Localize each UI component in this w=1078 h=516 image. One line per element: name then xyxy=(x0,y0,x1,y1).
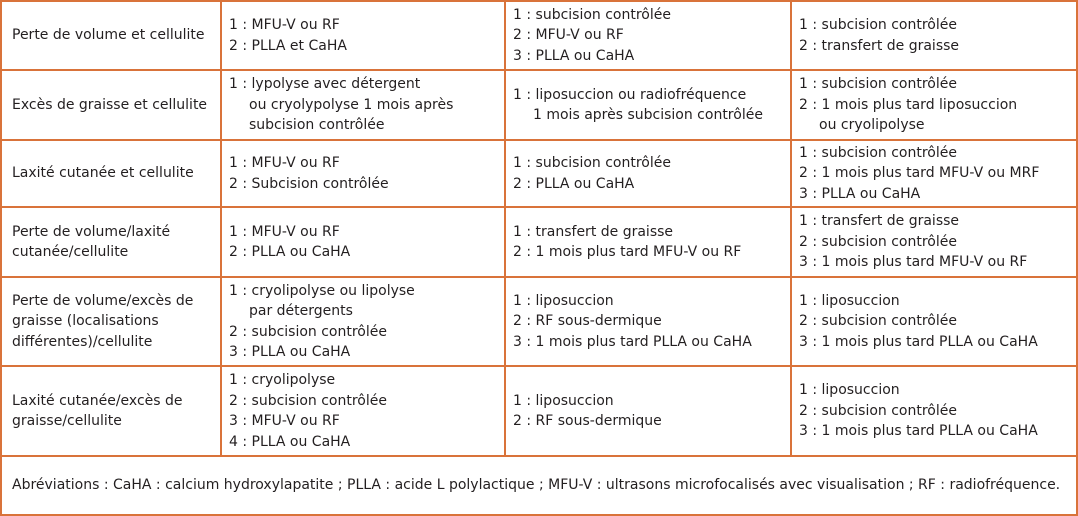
abbreviations-footnote xyxy=(2,457,1076,514)
cell-line: 1 : subcision contrôlée xyxy=(799,17,957,33)
cell-option-2 xyxy=(506,71,792,141)
cell-line: 2 : PLLA ou CaHA xyxy=(513,175,635,192)
cell-option-2 xyxy=(506,208,792,278)
row-label: Perte de volume/excès de graisse (localisations différentes)/cellulite xyxy=(2,278,222,367)
cell-line: par détergents xyxy=(249,303,353,319)
cell-line: 1 : lypolyse avec détergent xyxy=(229,76,421,93)
cell-line: 2 : subcision contrôlée xyxy=(229,392,387,409)
cell-option-1 xyxy=(222,278,506,367)
cell-option-3 xyxy=(792,367,1076,457)
cell-line: 2 : subcision contrôlée xyxy=(799,402,957,419)
cell-line: subcision contrôlée xyxy=(249,117,385,134)
cell-line: 1 : MFU-V ou RF xyxy=(229,17,340,33)
cell-option-3 xyxy=(792,2,1076,71)
cell-line: 1 : liposuccion xyxy=(513,292,614,309)
cell-line: 2 : transfert de graisse xyxy=(799,37,960,54)
cell-line: 1 : cryolipolyse ou lipolyse xyxy=(229,282,415,299)
cell-option-2 xyxy=(506,2,792,71)
cell-option-1 xyxy=(222,367,506,457)
cell-line: 2 : subcision contrôlée xyxy=(799,233,957,250)
cell-line: 1 mois après subcision contrôlée xyxy=(533,107,763,123)
cell-line: 1 : transfert de graisse xyxy=(799,213,960,230)
row-label: Excès de graisse et cellulite xyxy=(2,71,222,141)
row-label: Laxité cutanée/excès de graisse/cellulite xyxy=(2,367,222,457)
row-label: Perte de volume et cellulite xyxy=(2,2,222,71)
cell-line: 1 : subcision contrôlée xyxy=(513,6,671,23)
cell-line: 2 : PLLA et CaHA xyxy=(229,37,347,54)
cell-line: 2 : 1 mois plus tard MFU-V ou RF xyxy=(513,244,742,260)
cell-line: 3 : PLLA ou CaHA xyxy=(513,47,635,64)
cell-line: 2 : RF sous-dermique xyxy=(513,413,662,429)
cell-line: 3 : 1 mois plus tard PLLA ou CaHA xyxy=(799,423,1038,440)
footnote-text: Abréviations : CaHA : calcium hydroxylapatite ; PLLA : acide L polylactique ; MFU-V : ultrasons microfocalisés avec visualisation ; RF : radiofréquence. xyxy=(12,477,1061,493)
cell-line: 1 : subcision contrôlée xyxy=(513,155,671,171)
cell-line: 2 : PLLA ou CaHA xyxy=(229,244,351,260)
cell-line: 3 : PLLA ou CaHA xyxy=(229,344,351,360)
row-label: Perte de volume/laxité cutanée/cellulite xyxy=(2,208,222,278)
cell-option-2 xyxy=(506,278,792,367)
cell-line: 3 : 1 mois plus tard PLLA ou CaHA xyxy=(513,333,752,350)
cell-line: 2 : 1 mois plus tard MFU-V ou MRF xyxy=(799,165,1040,182)
cell-option-1 xyxy=(222,141,506,208)
cell-option-2 xyxy=(506,141,792,208)
cell-line: 1 : liposuccion xyxy=(799,382,900,399)
cell-option-1 xyxy=(222,208,506,278)
cell-line: 1 : liposuccion xyxy=(799,292,900,309)
cell-option-3 xyxy=(792,71,1076,141)
cell-option-3 xyxy=(792,208,1076,278)
cell-line: 1 : subcision contrôlée xyxy=(799,76,957,93)
cell-option-1 xyxy=(222,71,506,141)
cell-line: 4 : PLLA ou CaHA xyxy=(229,433,351,450)
cell-line: 2 : subcision contrôlée xyxy=(799,313,957,330)
cell-line: 1 : liposuccion xyxy=(513,392,614,409)
cell-option-1 xyxy=(222,2,506,71)
cell-line: 1 : cryolipolyse xyxy=(229,372,336,388)
cell-option-3 xyxy=(792,278,1076,367)
cell-line: 3 : PLLA ou CaHA xyxy=(799,185,921,202)
row-label: Laxité cutanée et cellulite xyxy=(2,141,222,208)
cell-line: 2 : 1 mois plus tard liposuccion xyxy=(799,96,1018,113)
cell-line: 1 : subcision contrôlée xyxy=(799,144,957,161)
cell-line: ou cryolypolyse 1 mois après xyxy=(249,96,454,113)
cell-option-2 xyxy=(506,367,792,457)
cell-line: ou cryolipolyse xyxy=(819,117,925,134)
cell-line: 2 : MFU-V ou RF xyxy=(513,27,624,44)
cell-line: 2 : subcision contrôlée xyxy=(229,323,387,340)
cell-line: 2 : RF sous-dermique xyxy=(513,313,662,330)
cell-option-3 xyxy=(792,141,1076,208)
cell-line: 3 : MFU-V ou RF xyxy=(229,413,340,429)
cell-line: 1 : MFU-V ou RF xyxy=(229,155,340,171)
cell-line: 3 : 1 mois plus tard PLLA ou CaHA xyxy=(799,333,1038,350)
cell-line: 1 : liposuccion ou radiofréquence xyxy=(513,86,747,103)
cell-line: 1 : transfert de graisse xyxy=(513,223,674,240)
cell-line: 3 : 1 mois plus tard MFU-V ou RF xyxy=(799,254,1028,271)
cell-line: 1 : MFU-V ou RF xyxy=(229,223,340,240)
cell-line: 2 : Subcision contrôlée xyxy=(229,175,389,192)
